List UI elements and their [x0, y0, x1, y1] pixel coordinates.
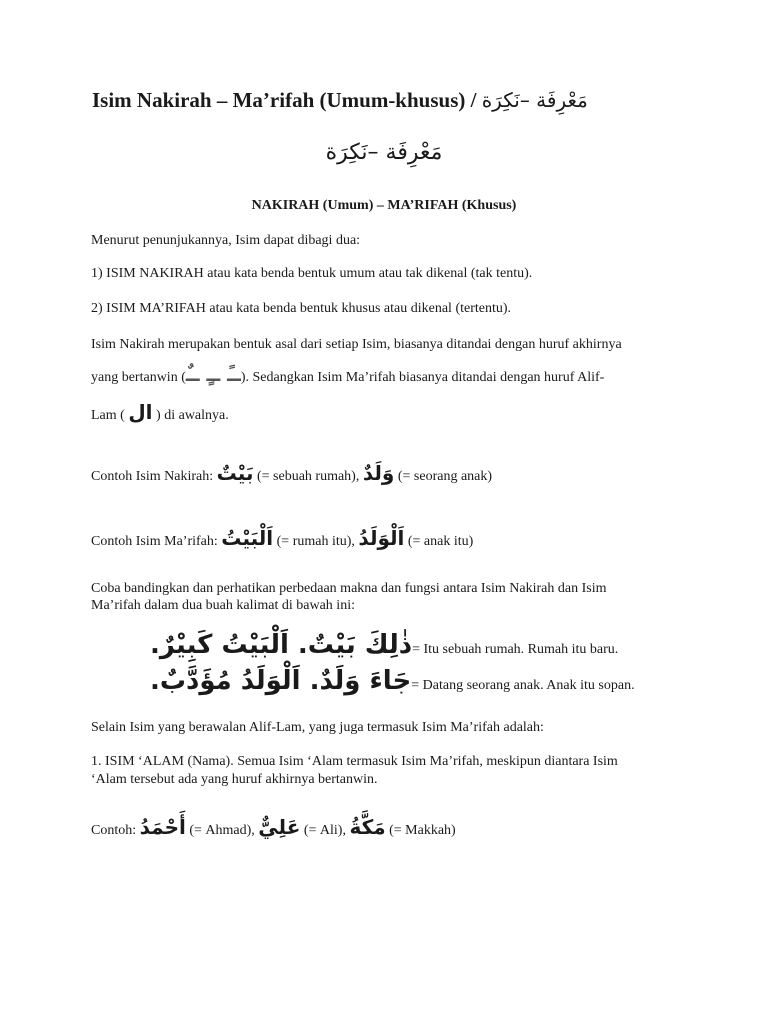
page-title — [92, 88, 588, 113]
example-marifah — [91, 526, 473, 550]
arabic-sentence: جَاءَ وَلَدٌ. اَلْوَلَدُ مُؤَدَّبٌ. — [150, 666, 412, 696]
gloss: (= rumah itu), — [273, 534, 359, 549]
alam-line-2: ‘Alam tersebut ada yang huruf akhirnya bertanwin. — [91, 772, 378, 787]
sentence-meaning: = Datang seorang anak. Anak itu sopan. — [411, 678, 635, 693]
explanation-line-2-pre: yang bertanwin ( — [91, 370, 186, 385]
example-nakirah — [91, 461, 492, 485]
alam-line-1: 1. ISIM ‘ALAM (Nama). Semua Isim ‘Alam termasuk Isim Ma’rifah, meskipun diantara Isim — [91, 754, 618, 769]
gloss: (= seorang anak) — [394, 469, 493, 484]
gloss: (= sebuah rumah), — [253, 469, 363, 484]
gloss: (= Ali), — [300, 823, 350, 838]
explanation-line-1: Isim Nakirah merupakan bentuk asal dari setiap Isim, biasanya ditandai dengan huruf akhirnya — [91, 337, 622, 352]
selain-paragraph: Selain Isim yang berawalan Alif-Lam, yang juga termasuk Isim Ma’rifah adalah: — [91, 720, 544, 735]
alif-lam-word: ال — [128, 400, 153, 424]
gloss: (= anak itu) — [404, 534, 474, 549]
compare-line-1: Coba bandingkan dan perhatikan perbedaan makna dan fungsi antara Isim Nakirah dan Isim — [91, 581, 607, 596]
arabic-word: عَلِيٌّ — [258, 815, 301, 839]
title-arabic-line: مَعْرِفَة –نَكِرَة — [325, 140, 443, 165]
tanwin-marks: ــً ــٍ ــٌ — [185, 362, 241, 386]
explanation-line-3-pre: Lam ( — [91, 408, 125, 423]
intro-paragraph: Menurut penunjukannya, Isim dapat dibagi dua: — [91, 233, 361, 248]
explanation-line-3-post: ) di awalnya. — [156, 408, 229, 423]
section-heading: NAKIRAH (Umum) – MA’RIFAH (Khusus) — [251, 198, 517, 213]
point-marifah: 2) ISIM MA’RIFAH atau kata benda bentuk khusus atau dikenal (tertentu). — [91, 301, 512, 316]
arabic-word: مَكَّةُ — [349, 815, 386, 839]
point-nakirah: 1) ISIM NAKIRAH atau kata benda bentuk umum atau tak dikenal (tak tentu). — [91, 266, 533, 281]
arabic-word: أَحْمَدُ — [139, 815, 186, 839]
compare-line-2: Ma’rifah dalam dua buah kalimat di bawah ini: — [91, 598, 355, 613]
title-arabic: مَعْرِفَة –نَكِرَة — [481, 88, 588, 112]
arabic-word: اَلْبَيْتُ — [221, 526, 274, 550]
example-marifah-label: Contoh Isim Ma’rifah: — [91, 534, 222, 549]
example-alam — [91, 815, 456, 839]
example-sentence-2 — [150, 666, 635, 696]
example-nakirah-label: Contoh Isim Nakirah: — [91, 469, 217, 484]
explanation-line-3 — [91, 400, 229, 424]
gloss: (= Makkah) — [385, 823, 456, 838]
arabic-word: وَلَدٌ — [362, 461, 395, 485]
explanation-line-2 — [91, 362, 604, 386]
example-alam-label: Contoh: — [91, 823, 140, 838]
title-latin: Isim Nakirah – Ma’rifah (Umum-khusus) / — [92, 88, 482, 112]
sentence-meaning: = Itu sebuah rumah. Rumah itu baru. — [412, 642, 619, 657]
arabic-word: اَلْوَلَدُ — [358, 526, 405, 550]
explanation-line-2-post: ). Sedangkan Isim Ma’rifah biasanya ditandai dengan huruf Alif- — [240, 370, 605, 385]
arabic-word: بَيْتٌ — [216, 461, 254, 485]
gloss: (= Ahmad), — [185, 823, 259, 838]
example-sentence-1 — [150, 630, 618, 660]
arabic-sentence: ذٰلِكَ بَيْتٌ. اَلْبَيْتُ كَبِيْرٌ. — [150, 630, 413, 660]
